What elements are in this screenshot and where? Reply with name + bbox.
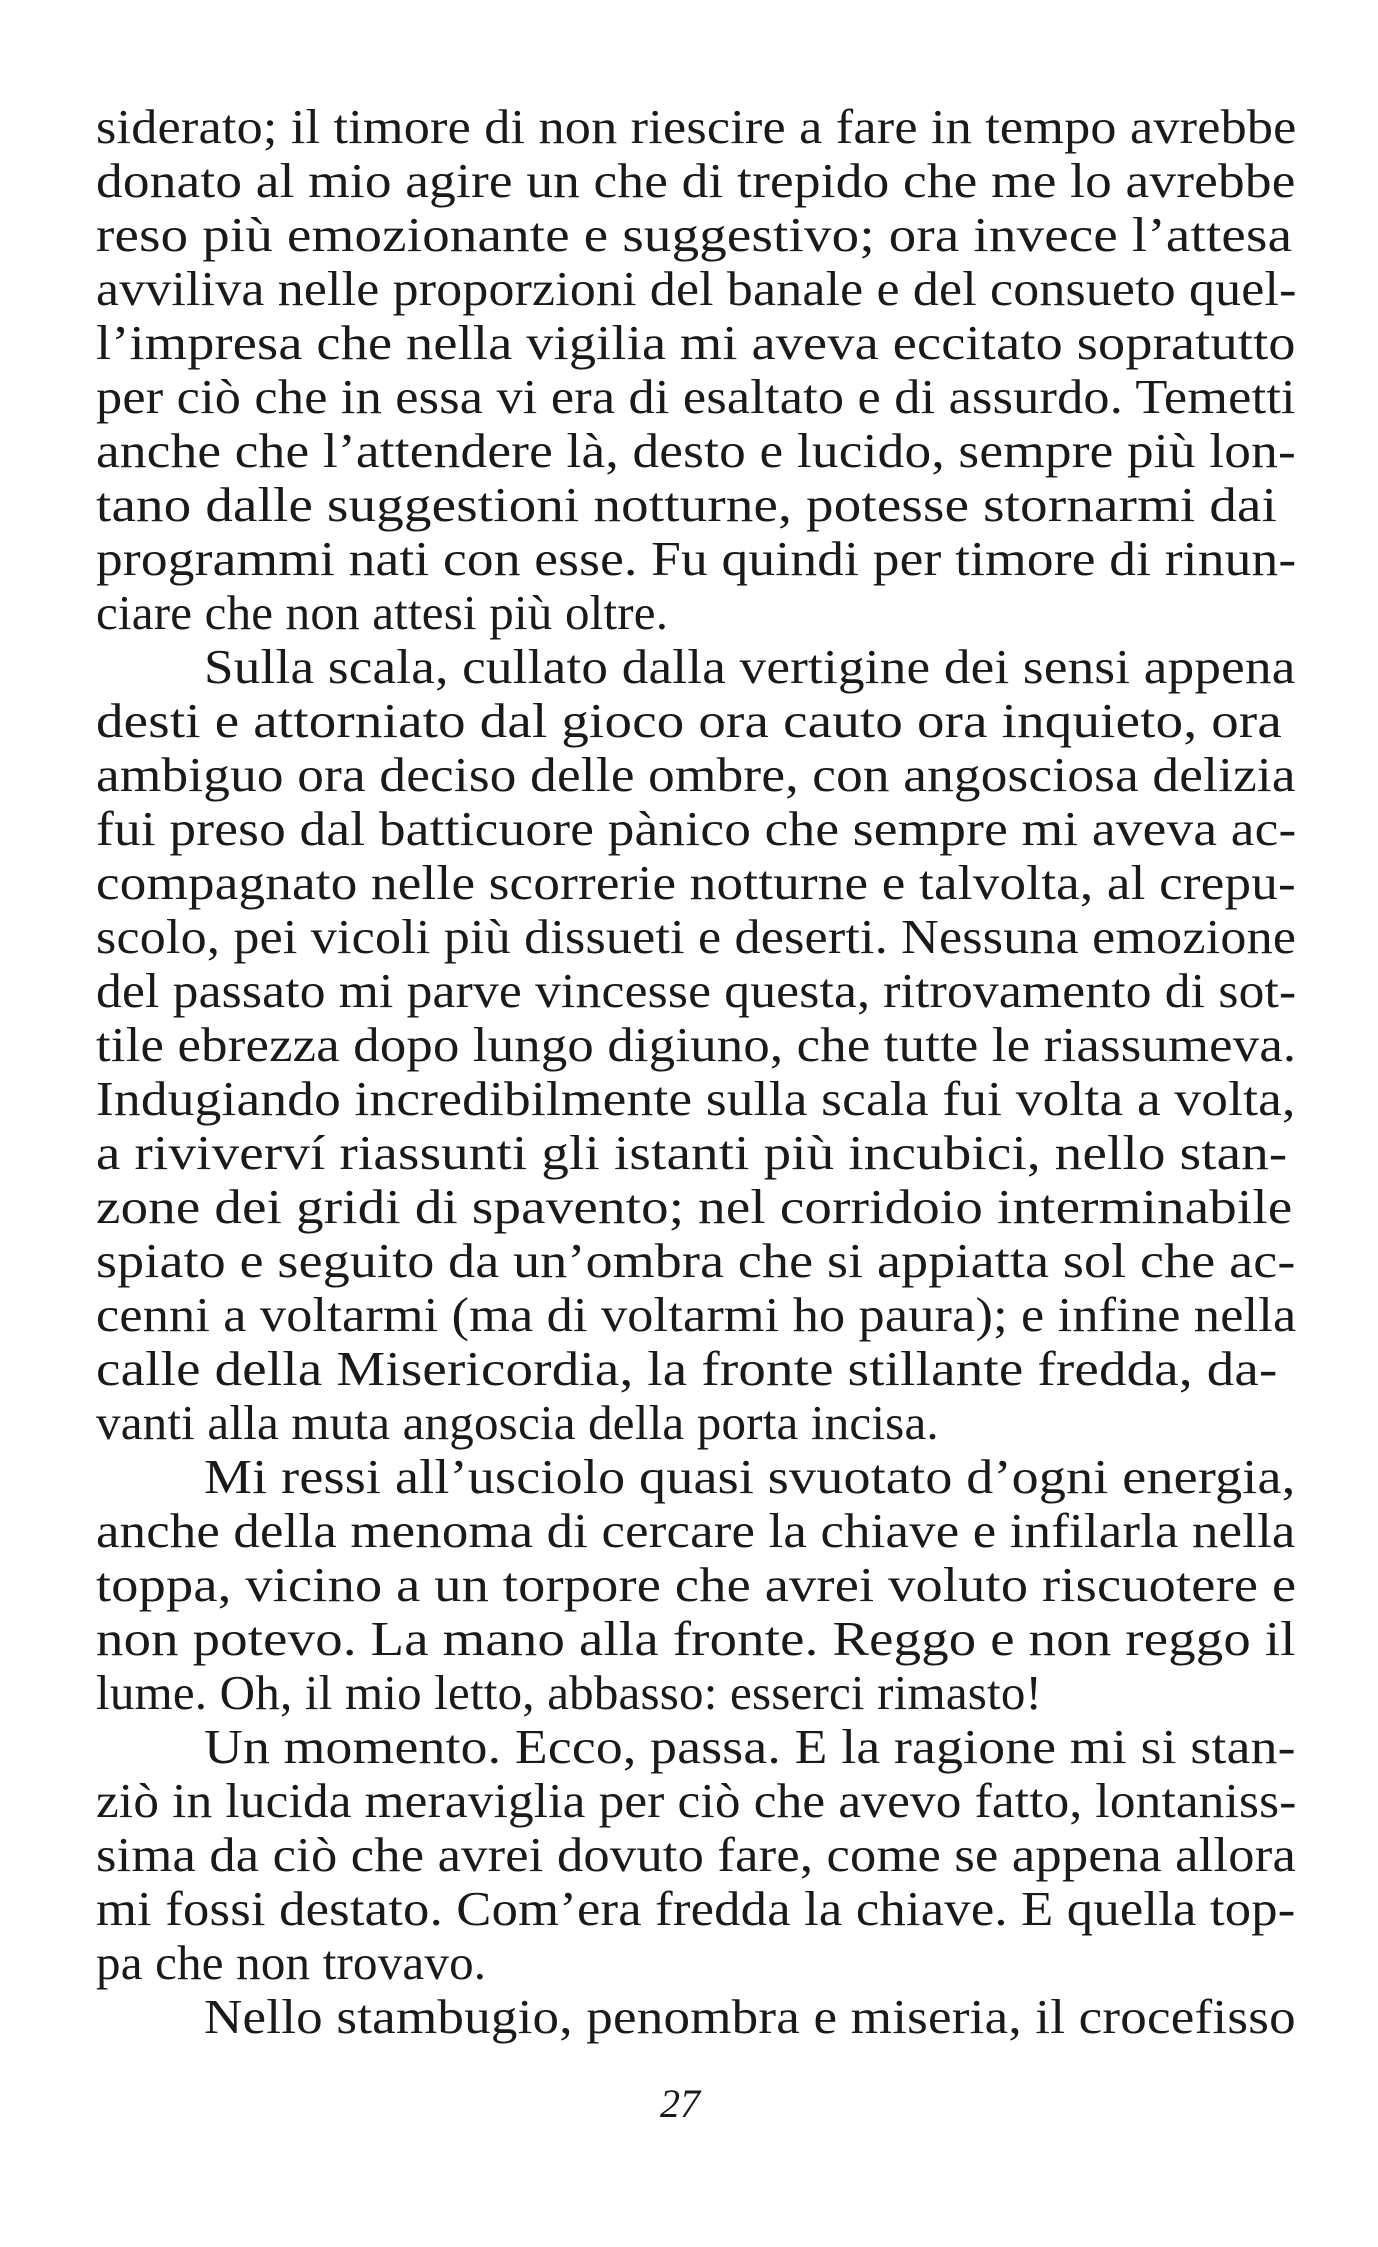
text-line: siderato; il timore di non riescire a fare in tempo avrebbe (96, 99, 1297, 154)
paragraph-start-line: Mi ressi all’usciolo quasi svuotato d’ogni energia, (204, 1449, 1296, 1504)
text-line: desti e attorniato dal gioco ora cauto ora inquieto, ora (96, 693, 1282, 748)
text-line: reso più emozionante e suggestivo; ora invece l’attesa (96, 207, 1293, 262)
text-line: a riviverví riassunti gli istanti più incubici, nello stan- (96, 1125, 1288, 1180)
text-line: avviliva nelle proporzioni del banale e del consueto quel- (96, 261, 1297, 316)
text-line: pa che non trovavo. (96, 1935, 487, 1990)
text-line: ciare che non attesi più oltre. (96, 585, 669, 640)
text-line: vanti alla muta angoscia della porta incisa. (96, 1395, 939, 1450)
text-line: ziò in lucida meraviglia per ciò che avevo fatto, lontaniss- (96, 1773, 1297, 1828)
text-line: programmi nati con esse. Fu quindi per timore di rinun- (96, 531, 1297, 586)
paragraph-start-line: Nello stambugio, penombra e miseria, il crocefisso (204, 1989, 1296, 2044)
text-line: non potevo. La mano alla fronte. Reggo e non reggo il (96, 1611, 1296, 1666)
page-number: 27 (660, 2081, 700, 2126)
text-line: calle della Misericordia, la fronte stillante fredda, da- (96, 1341, 1278, 1396)
text-line: spiato e seguito da un’ombra che si appiatta sol che ac- (96, 1233, 1296, 1288)
text-line: del passato mi parve vincesse questa, ritrovamento di sot- (96, 963, 1297, 1018)
text-line: ambiguo ora deciso delle ombre, con angosciosa delizia (96, 747, 1296, 802)
text-line: tile ebrezza dopo lungo digiuno, che tutte le riassumeva. (96, 1017, 1297, 1072)
text-line: Indugiando incredibilmente sulla scala fui volta a volta, (96, 1071, 1296, 1126)
text-line: scolo, pei vicoli più dissueti e deserti. Nessuna emozione (96, 909, 1297, 964)
text-line: lume. Oh, il mio letto, abbasso: esserci rimasto! (96, 1665, 1043, 1720)
text-line: sima da ciò che avrei dovuto fare, come se appena allora (96, 1827, 1296, 1882)
text-line: l’impresa che nella vigilia mi aveva eccitato sopratutto (96, 315, 1296, 370)
text-line: fui preso dal batticuore pànico che sempre mi aveva ac- (96, 801, 1297, 856)
text-line: cenni a voltarmi (ma di voltarmi ho paura); e infine nella (96, 1287, 1297, 1342)
paragraph-start-line: Un momento. Ecco, passa. E la ragione mi si stan- (204, 1719, 1296, 1774)
text-line: per ciò che in essa vi era di esaltato e di assurdo. Temetti (96, 369, 1296, 424)
text-line: anche della menoma di cercare la chiave e infilarla nella (96, 1503, 1296, 1558)
text-line: anche che l’attendere là, desto e lucido, sempre più lon- (96, 423, 1296, 478)
text-line: tano dalle suggestioni notturne, potesse stornarmi dai (96, 477, 1278, 532)
text-line: donato al mio agire un che di trepido che me lo avrebbe (96, 153, 1296, 208)
paragraph-start-line: Sulla scala, cullato dalla vertigine dei sensi appena (204, 639, 1296, 694)
text-line: mi fossi destato. Com’era fredda la chiave. E quella top- (96, 1881, 1296, 1936)
text-line: toppa, vicino a un torpore che avrei voluto riscuotere e (96, 1557, 1297, 1612)
text-line: compagnato nelle scorrerie notturne e talvolta, al crepu- (96, 855, 1296, 910)
text-line: zone dei gridi di spavento; nel corridoio interminabile (96, 1179, 1293, 1234)
